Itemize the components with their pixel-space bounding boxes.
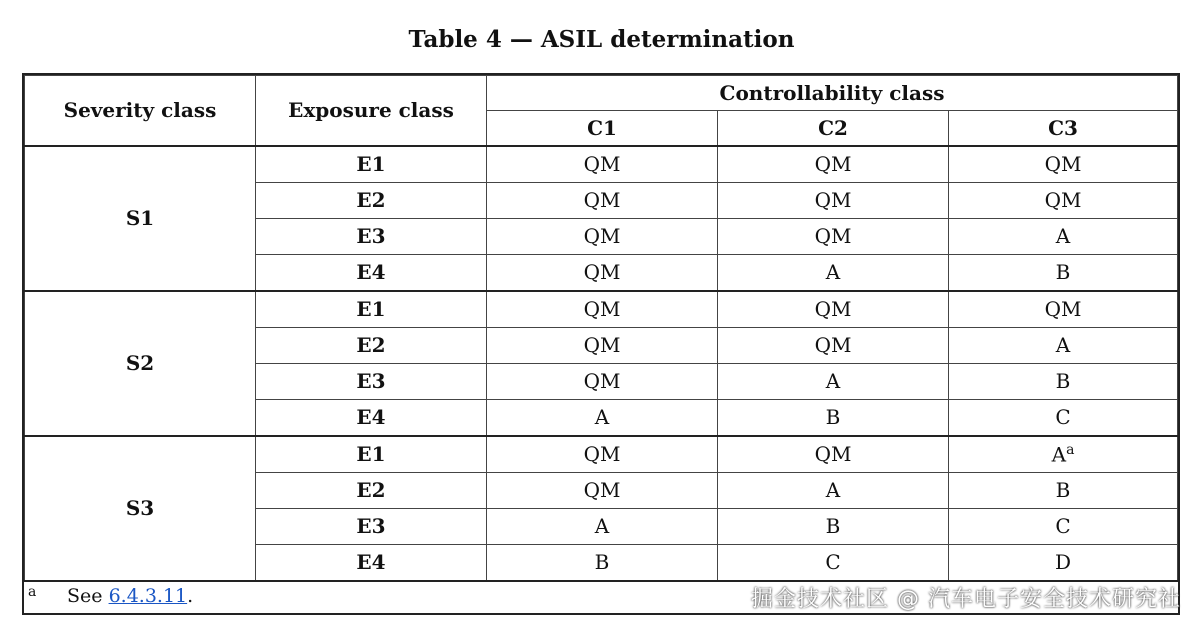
footnote-text — [67, 585, 193, 607]
asil-cell-c3 — [949, 508, 1178, 544]
exposure-cell: E2 — [256, 327, 487, 363]
asil-cell-c3 — [949, 146, 1178, 183]
asil-cell-c3 — [949, 218, 1178, 254]
asil-value: C — [825, 550, 841, 574]
asil-cell-c2 — [718, 254, 949, 291]
watermark: 掘金技术社区 @ 汽车电子安全技术研究社 — [751, 587, 1181, 612]
asil-cell-c1 — [487, 291, 718, 328]
asil-cell-c1 — [487, 472, 718, 508]
asil-cell-c2 — [718, 327, 949, 363]
exposure-cell: E2 — [256, 472, 487, 508]
asil-value: QM — [583, 478, 621, 502]
asil-value: B — [1055, 478, 1071, 502]
asil-cell-c3 — [949, 291, 1178, 328]
asil-value: QM — [583, 260, 621, 284]
exposure-cell: E4 — [256, 544, 487, 581]
footnote-marker: a — [28, 584, 37, 600]
asil-cell-c1 — [487, 146, 718, 183]
asil-cell-c3 — [949, 327, 1178, 363]
asil-cell-c3 — [949, 363, 1178, 399]
table-row — [25, 436, 1178, 473]
asil-value: A — [1055, 333, 1071, 357]
asil-value: QM — [583, 333, 621, 357]
asil-value: QM — [814, 188, 852, 212]
asil-value: A — [825, 478, 841, 502]
asil-value: A — [1051, 442, 1067, 467]
asil-cell-c2 — [718, 399, 949, 436]
asil-cell-c2 — [718, 436, 949, 473]
asil-cell-c3 — [949, 472, 1178, 508]
asil-value: A — [1055, 224, 1071, 248]
asil-value: QM — [1044, 297, 1082, 321]
footnote-tail: . — [187, 585, 194, 607]
exposure-cell: E1 — [256, 436, 487, 473]
asil-value: A — [594, 405, 610, 429]
asil-table — [22, 73, 1180, 615]
asil-value: C — [1055, 405, 1071, 429]
footnote-link[interactable]: 6.4.3.11 — [108, 585, 188, 607]
asil-value: QM — [814, 152, 852, 176]
asil-cell-c3 — [949, 436, 1178, 473]
table-body — [25, 146, 1178, 581]
asil-value: A — [825, 260, 841, 284]
asil-cell-c1 — [487, 544, 718, 581]
controllability-class-header: Controllability class — [487, 76, 1178, 111]
asil-cell-c1 — [487, 182, 718, 218]
asil-value: B — [594, 550, 610, 574]
asil-value: QM — [814, 442, 852, 466]
severity-cell: S3 — [25, 436, 256, 581]
asil-value: B — [825, 514, 841, 538]
severity-cell: S2 — [25, 291, 256, 436]
exposure-class-header: Exposure class — [256, 76, 487, 146]
asil-cell-c1 — [487, 327, 718, 363]
asil-value: QM — [814, 297, 852, 321]
exposure-cell: E1 — [256, 146, 487, 183]
severity-cell: S1 — [25, 146, 256, 291]
asil-value: QM — [583, 152, 621, 176]
exposure-cell: E3 — [256, 508, 487, 544]
c3-header: C3 — [949, 111, 1178, 146]
asil-cell-c2 — [718, 218, 949, 254]
asil-value: B — [825, 405, 841, 429]
asil-cell-c2 — [718, 508, 949, 544]
asil-value: QM — [814, 224, 852, 248]
asil-cell-c1 — [487, 363, 718, 399]
asil-cell-c2 — [718, 182, 949, 218]
asil-value: QM — [1044, 188, 1082, 212]
exposure-cell: E2 — [256, 182, 487, 218]
asil-value: A — [825, 369, 841, 393]
exposure-cell: E1 — [256, 291, 487, 328]
table-row — [25, 291, 1178, 328]
asil-value: QM — [583, 369, 621, 393]
asil-value: QM — [814, 333, 852, 357]
footnote-see: See — [67, 585, 103, 607]
asil-value: QM — [583, 224, 621, 248]
asil-value: B — [1055, 369, 1071, 393]
asil-value: QM — [1044, 152, 1082, 176]
asil-grid — [24, 75, 1178, 582]
exposure-cell: E4 — [256, 254, 487, 291]
asil-cell-c3 — [949, 399, 1178, 436]
asil-cell-c2 — [718, 146, 949, 183]
asil-cell-c2 — [718, 472, 949, 508]
asil-cell-c1 — [487, 254, 718, 291]
asil-cell-c1 — [487, 436, 718, 473]
asil-cell-c3 — [949, 254, 1178, 291]
c1-header: C1 — [487, 111, 718, 146]
asil-cell-c1 — [487, 399, 718, 436]
exposure-cell: E4 — [256, 399, 487, 436]
exposure-cell: E3 — [256, 218, 487, 254]
asil-cell-c3 — [949, 544, 1178, 581]
asil-cell-c2 — [718, 544, 949, 581]
asil-value: QM — [583, 297, 621, 321]
asil-cell-c2 — [718, 363, 949, 399]
c2-header: C2 — [718, 111, 949, 146]
asil-value: B — [1055, 260, 1071, 284]
footnote-reference: a — [1066, 441, 1075, 458]
asil-value: A — [594, 514, 610, 538]
table-title: Table 4 — ASIL determination — [408, 26, 795, 53]
severity-class-header: Severity class — [25, 76, 256, 146]
asil-cell-c1 — [487, 508, 718, 544]
exposure-cell: E3 — [256, 363, 487, 399]
asil-value: QM — [583, 188, 621, 212]
asil-value: QM — [583, 442, 621, 466]
asil-cell-c2 — [718, 291, 949, 328]
asil-value: C — [1055, 514, 1071, 538]
asil-cell-c3 — [949, 182, 1178, 218]
table-row — [25, 146, 1178, 183]
asil-value: D — [1054, 550, 1072, 574]
asil-cell-c1 — [487, 218, 718, 254]
